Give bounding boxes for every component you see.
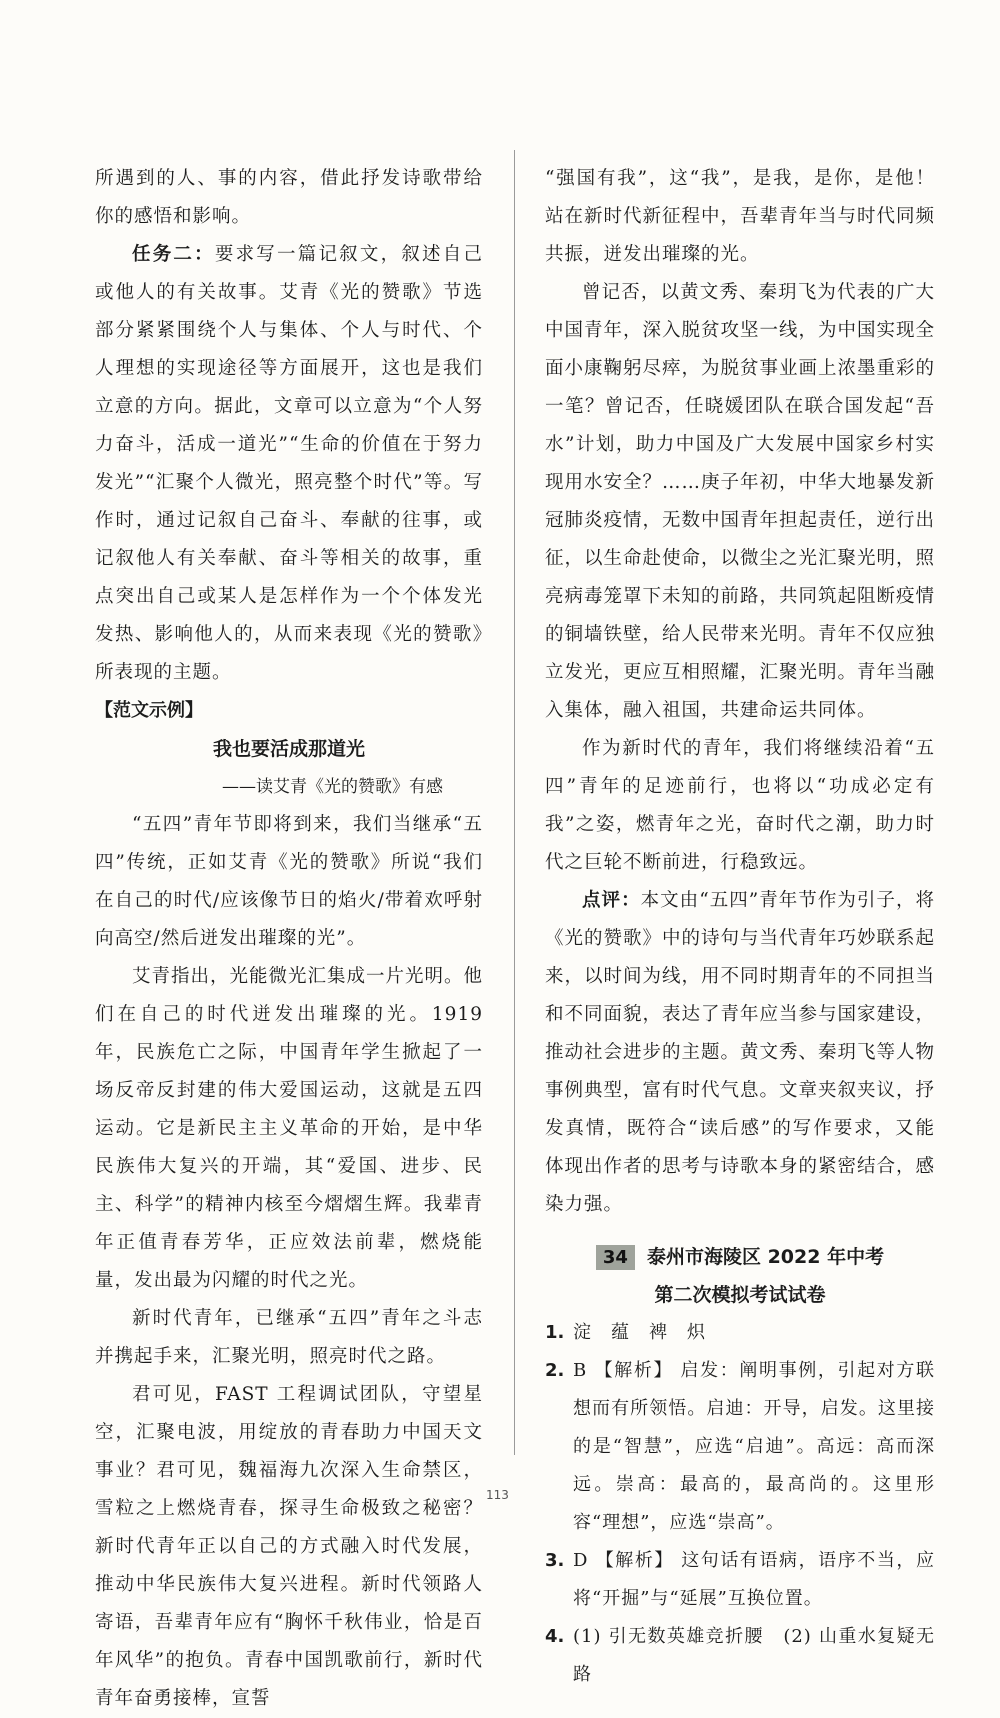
answer-text: D 【解析】 这句话有语病，语序不当，应将“开掘”与“延展”互换位置。: [573, 1550, 935, 1609]
comment-paragraph: [545, 882, 935, 1224]
comment-text: 本文由“五四”青年节作为引子，将《光的赞歌》中的诗句与当代青年巧妙联系起来，以时间为线，用不同时期青年的不同担当和不同面貌，表达了青年应当参与国家建设，推动社会进步的主题。黄文秀、秦玥飞等人物事例典型，富有时代气息。文章夹叙夹议，抒发真情，既符合“读后感”的写作要求，又能体现出作者的思考与诗歌本身的紧密结合，感染力强。: [545, 890, 936, 1215]
answer-number: 4.: [545, 1626, 565, 1647]
sample-essay-label: 【范文示例】: [95, 700, 203, 721]
answer-item: [545, 1618, 935, 1694]
exam-title-line-1: 泰州市海陵区 2022 年中考: [646, 1246, 885, 1268]
answer-text: B 【解析】 启发：阐明事例，引起对方联想而有所领悟。启迪：开导，启发。这里接的是“智慧”，应选“启迪”。高远：高而深远。崇高：最高的，最高尚的。这里形容“理想”，应选“崇高”。: [573, 1360, 935, 1533]
answer-item: [545, 1542, 935, 1618]
answer-text: (1) 引无数英雄竞折腰 (2) 山重水复疑无路: [573, 1626, 935, 1685]
answer-text: 淀 蕴 裨 炽: [573, 1322, 706, 1343]
page-number: 113: [486, 1488, 509, 1502]
answer-number: 1.: [545, 1322, 565, 1343]
answer-list: [545, 1314, 935, 1694]
paragraph-task-two: [95, 236, 483, 692]
essay-paragraph-1: “五四”青年节即将到来，我们当继承“五四”传统，正如艾青《光的赞歌》所说“我们在自己的时代/应该像节日的焰火/带着欢呼射向高空/然后迸发出璀璨的光”。: [95, 814, 483, 949]
essay-paragraph-6: 曾记否，以黄文秀、秦玥飞为代表的广大中国青年，深入脱贫攻坚一线，为中国实现全面小康鞠躬尽瘁，为脱贫事业画上浓墨重彩的一笔？曾记否，任晓媛团队在联合国发起“吾水”计划，助力中国及广大发展中国家乡村实现用水安全？……庚子年初，中华大地暴发新冠肺炎疫情，无数中国青年担起责任，逆行出征，以生命赴使命，以微尘之光汇聚光明，照亮病毒笼罩下未知的前路，共同筑起阻断疫情的铜墙铁壁，给人民带来光明。青年不仅应独立发光，更应互相照耀，汇聚光明。青年当融入集体，融入祖国，共建命运共同体。: [545, 282, 936, 721]
essay-paragraph-3: 新时代青年，已继承“五四”青年之斗志并携起手来，汇聚光明，照亮时代之路。: [95, 1308, 483, 1367]
task-two-label: 任务二：: [132, 244, 215, 265]
essay-paragraph-7: 作为新时代的青年，我们将继续沿着“五四”青年的足迹前行，也将以“功成必定有我”之姿，燃青年之光，奋时代之潮，助力时代之巨轮不断前进，行稳致远。: [545, 738, 935, 873]
essay-subtitle: ——读艾青《光的赞歌》有感: [222, 777, 443, 797]
essay-title: 我也要活成那道光: [212, 738, 365, 760]
exam-number-badge: 34: [596, 1245, 635, 1270]
right-column: [545, 160, 935, 1694]
essay-paragraph-4: 君可见，FAST 工程调试团队，守望星空，汇聚电波，用绽放的青春助力中国天文事业？君可见，魏福海九次深入生命禁区，雪粒之上燃烧青春，探寻生命极致之秘密？新时代青年正以自己的方式融入时代发展，推动中华民族伟大复兴进程。新时代领路人寄语，吾辈青年应有“胸怀千秋伟业，恰是百年风华”的抱负。青春中国凯歌前行，新时代青年奋勇接棒，宣誓: [95, 1384, 483, 1709]
comment-label: 点评：: [582, 890, 641, 911]
exam-heading: [545, 1238, 935, 1276]
answer-item: [545, 1352, 935, 1542]
task-two-text: 要求写一篇记叙文，叙述自己或他人的有关故事。艾青《光的赞歌》节选部分紧紧围绕个人与集体、个人与时代、个人理想的实现途径等方面展开，这也是我们立意的方向。据此，文章可以立意为“个人努力奋斗，活成一道光”“生命的价值在于努力发光”“汇聚个人微光，照亮整个时代”等。写作时，通过记叙自己奋斗、奉献的往事，或记叙他人有关奉献、奋斗等相关的故事，重点突出自己或某人是怎样作为一个个体发光发热、影响他人的，从而来表现《光的赞歌》所表现的主题。: [95, 244, 483, 683]
essay-paragraph-2: 艾青指出，光能微光汇集成一片光明。他们在自己的时代迸发出璀璨的光。1919 年，民族危亡之际，中国青年学生掀起了一场反帝反封建的伟大爱国运动，这就是五四运动。它是新民主主义革命的开始，是中华民族伟大复兴的开端，其“爱国、进步、民主、科学”的精神内核至今熠熠生辉。我辈青年正值青春芳华，正应效法前辈，燃烧能量，发出最为闪耀的时代之光。: [95, 966, 484, 1291]
column-divider: [514, 150, 515, 1455]
answer-item: [545, 1314, 935, 1352]
answer-number: 3.: [545, 1550, 565, 1571]
paragraph-intro: 所遇到的人、事的内容，借此抒发诗歌带给你的感悟和影响。: [95, 168, 483, 227]
answer-number: 2.: [545, 1360, 565, 1381]
essay-paragraph-5: “强国有我”，这“我”，是我，是你，是他！站在新时代新征程中，吾辈青年当与时代同频共振，迸发出璀璨的光。: [545, 168, 936, 265]
left-column: [95, 160, 483, 1718]
exam-title-line-2: 第二次模拟考试试卷: [654, 1284, 826, 1306]
